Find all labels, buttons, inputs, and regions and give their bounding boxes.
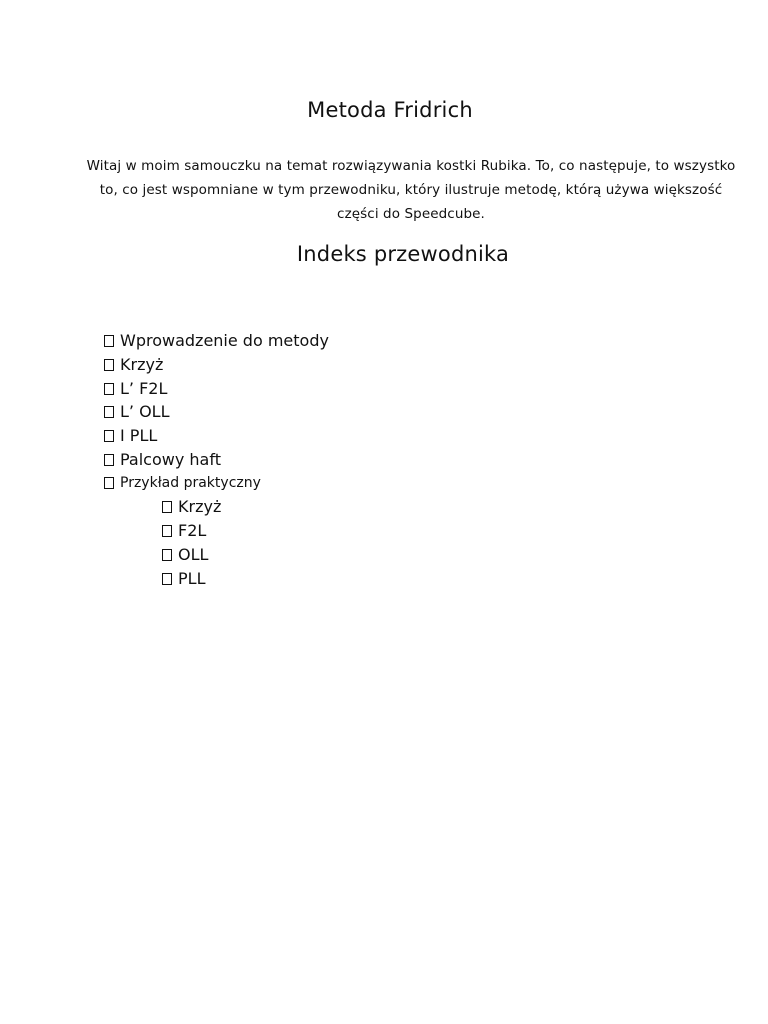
subitem-label: Krzyż <box>178 497 222 516</box>
toc-item-introduction[interactable] <box>104 331 329 351</box>
toc-item-cross[interactable] <box>104 355 163 375</box>
toc-item-oll[interactable] <box>104 402 170 422</box>
toc-item-label: Palcowy haft <box>120 450 221 469</box>
subitem-cross[interactable] <box>162 497 221 517</box>
toc-item-finger-tricks[interactable] <box>104 450 221 470</box>
checkbox-icon <box>162 501 172 513</box>
checkbox-icon <box>162 549 172 561</box>
checkbox-icon <box>104 477 114 489</box>
toc-item-practical-example[interactable] <box>104 473 261 493</box>
toc-item-label: L’ OLL <box>120 402 170 421</box>
subitem-pll[interactable] <box>162 569 205 589</box>
checkbox-icon <box>104 359 114 371</box>
subitem-label: OLL <box>178 545 209 564</box>
checkbox-icon <box>104 430 114 442</box>
toc-item-label: Krzyż <box>120 355 164 374</box>
subitem-label: F2L <box>178 521 207 540</box>
toc-item-pll[interactable] <box>104 426 157 446</box>
subitem-f2l[interactable] <box>162 521 206 541</box>
toc-item-label: Przykład praktyczny <box>120 475 261 491</box>
checkbox-icon <box>104 335 114 347</box>
subitem-oll[interactable] <box>162 545 208 565</box>
toc-item-label: Wprowadzenie do metody <box>120 331 329 350</box>
checkbox-icon <box>104 454 114 466</box>
toc-item-f2l[interactable] <box>104 379 167 399</box>
checkbox-icon <box>104 406 114 418</box>
checkbox-icon <box>162 525 172 537</box>
document-title: Metoda Fridrich <box>307 98 473 122</box>
index-heading: Indeks przewodnika <box>296 242 510 266</box>
intro-paragraph: Witaj w moim samouczku na temat rozwiązywania kostki Rubika. To, co następuje, to wszystko to, co jest wspomniane w tym przewodniku, który ilustruje metodę, którą używa większość części do Speedcube. <box>86 158 736 222</box>
checkbox-icon <box>162 573 172 585</box>
toc-item-label: L’ F2L <box>120 379 168 398</box>
subitem-label: PLL <box>178 569 206 588</box>
checkbox-icon <box>104 383 114 395</box>
toc-item-label: I PLL <box>120 426 158 445</box>
